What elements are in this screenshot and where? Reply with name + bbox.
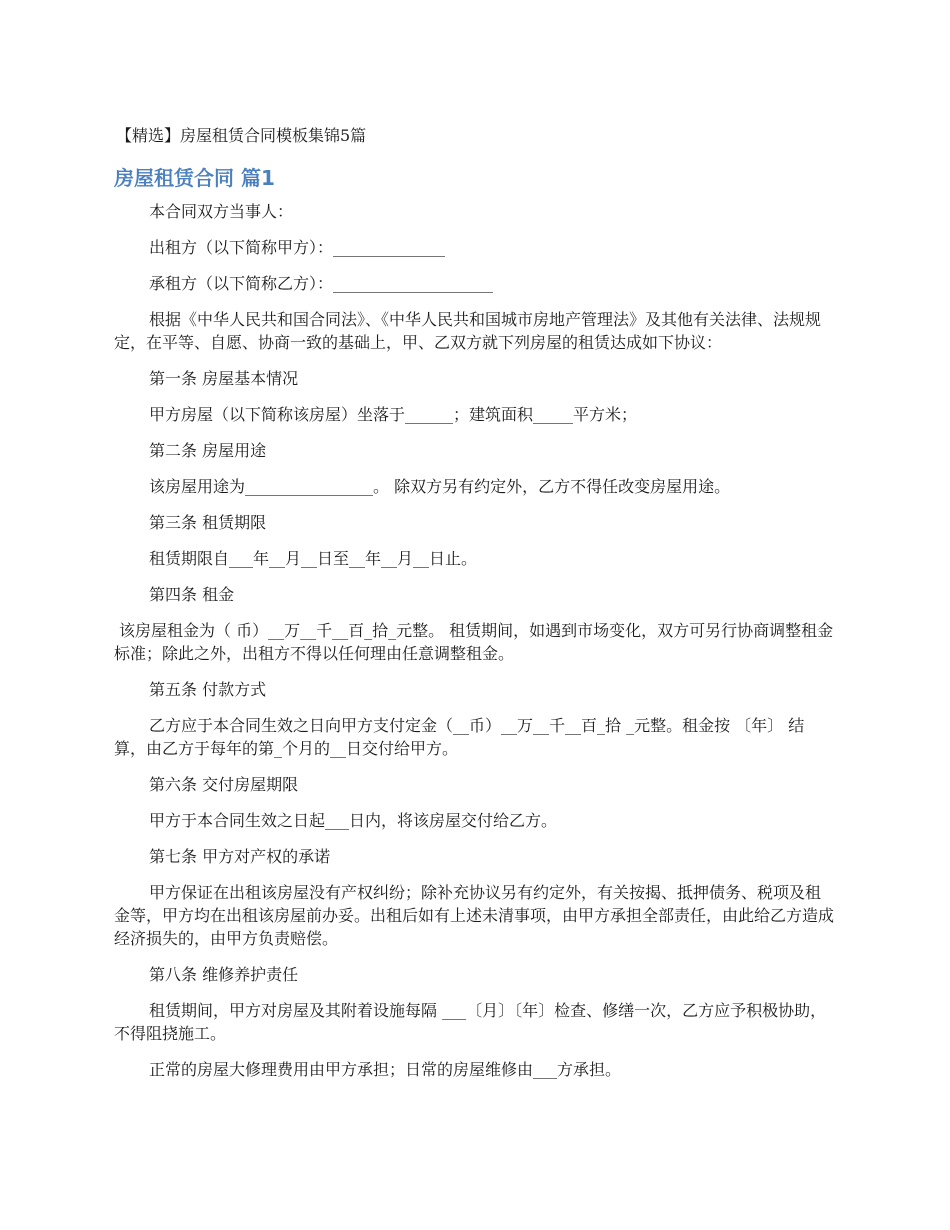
paragraph: 甲方于本合同生效之日起___日内，将该房屋交付给乙方。	[149, 811, 558, 830]
paragraph: 本合同双方当事人：	[149, 202, 294, 221]
article-heading: 第七条 甲方对产权的承诺	[149, 847, 331, 866]
paragraph: 乙方应于本合同生效之日向甲方支付定金（__币）__万__千__百_拾 _元整。租金按 〔年〕 结算，由乙方于每年的第_个月的__日交付给甲方。	[114, 716, 805, 758]
article-heading: 第一条 房屋基本情况	[149, 369, 299, 388]
paragraph: 该房屋用途为________________。 除双方另有约定外，乙方不得任改变房屋用途。	[149, 477, 731, 496]
paragraph: 该房屋租金为（ 币）__万__千__百_拾_元整。 租赁期间，如遇到市场变化，双方可另行协商调整租金标准；除此之外，出租方不得以任何理由任意调整租金。	[114, 621, 834, 663]
document-body	[114, 200, 836, 1094]
paragraph: 租赁期限自___年__月__日至__年__月__日止。	[149, 549, 478, 568]
article-heading: 第四条 租金	[149, 585, 235, 604]
article-heading: 第六条 交付房屋期限	[149, 775, 299, 794]
article-heading: 第二条 房屋用途	[149, 441, 267, 460]
article-heading: 第八条 维修养护责任	[149, 965, 299, 984]
paragraph: 正常的房屋大修理费用由甲方承担；日常的房屋维修由___方承担。	[149, 1060, 622, 1079]
paragraph: 租赁期间，甲方对房屋及其附着设施每隔 ___〔月〕〔年〕检查、修缮一次，乙方应予积极协助，不得阻挠施工。	[114, 1001, 827, 1043]
document-title: 【精选】房屋租赁合同模板集锦5篇	[116, 126, 367, 145]
paragraph: 甲方保证在出租该房屋没有产权纠纷；除补充协议另有约定外，有关按揭、抵押债务、税项及租金等，甲方均在出租该房屋前办妥。出租后如有上述未清事项，由甲方承担全部责任，由此给乙方造成经济损失的，由甲方负责赔偿。	[114, 883, 835, 948]
article-heading: 第五条 付款方式	[149, 680, 267, 699]
paragraph: 甲方房屋（以下简称该房屋）坐落于______；建筑面积_____平方米；	[149, 405, 638, 424]
section-heading: 房屋租赁合同 篇1	[114, 166, 275, 190]
article-heading: 第三条 租赁期限	[149, 513, 267, 532]
paragraph: 出租方（以下简称甲方）：______________	[149, 238, 446, 257]
paragraph: 根据《中华人民共和国合同法》、《中华人民共和国城市房地产管理法》及其他有关法律、法规规定，在平等、自愿、协商一致的基础上，甲、乙双方就下列房屋的租赁达成如下协议：	[114, 310, 822, 352]
paragraph: 承租方（以下简称乙方）：____________________	[149, 274, 494, 293]
